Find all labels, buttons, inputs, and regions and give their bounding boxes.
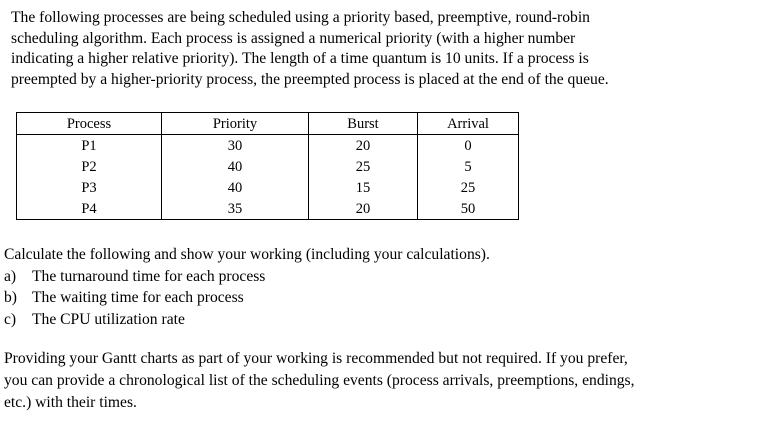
cell-priority: 30 [162,135,309,157]
closing-line: etc.) with their times. [4,394,137,411]
process-table [16,112,519,220]
cell-process: P2 [17,156,162,177]
item-text: The CPU utilization rate [32,310,185,328]
table-row [17,156,519,177]
cell-priority: 40 [162,177,309,198]
intro-paragraph [11,8,771,90]
table-row [17,198,519,220]
cell-priority: 40 [162,156,309,177]
item-letter: c) [4,310,17,328]
cell-burst: 25 [309,156,418,177]
cell-process: P3 [17,177,162,198]
cell-burst: 20 [309,198,418,220]
questions-lead: Calculate the following and show your working (including your calculations). [4,246,490,263]
question-item-a [4,266,490,288]
cell-process: P4 [17,198,162,220]
header-process: Process [17,113,162,135]
header-priority: Priority [162,113,309,135]
question-item-c [4,309,490,331]
closing-line: you can provide a chronological list of the scheduling events (process arrivals, preemptions, endings, [4,372,635,389]
intro-line: The following processes are being scheduled using a priority based, preemptive, round-robin [11,9,590,26]
item-text: The waiting time for each process [32,289,244,306]
cell-arrival: 50 [418,198,519,220]
table-row [17,135,519,157]
questions-section [4,244,490,330]
header-arrival: Arrival [418,113,519,135]
cell-burst: 20 [309,135,418,157]
cell-priority: 35 [162,198,309,220]
item-text: The turnaround time for each process [32,267,266,285]
header-burst: Burst [309,113,418,135]
table-row [17,177,519,198]
cell-burst: 15 [309,177,418,198]
intro-line: scheduling algorithm. Each process is assigned a numerical priority (with a higher number [11,29,576,47]
item-letter: a) [4,267,17,285]
closing-line: Providing your Gantt charts as part of your working is recommended but not required. If you prefer, [4,350,628,367]
table-header-row [17,113,519,135]
cell-arrival: 25 [418,177,519,198]
item-letter: b) [4,289,17,306]
intro-line: indicating a higher relative priority). The length of a time quantum is 10 units. If a process is [11,50,589,67]
cell-arrival: 5 [418,156,519,177]
cell-arrival: 0 [418,135,519,157]
closing-paragraph [4,348,774,414]
question-item-b [4,287,490,309]
intro-line: preempted by a higher-priority process, the preempted process is placed at the end of the queue. [11,70,609,88]
cell-process: P1 [17,135,162,157]
